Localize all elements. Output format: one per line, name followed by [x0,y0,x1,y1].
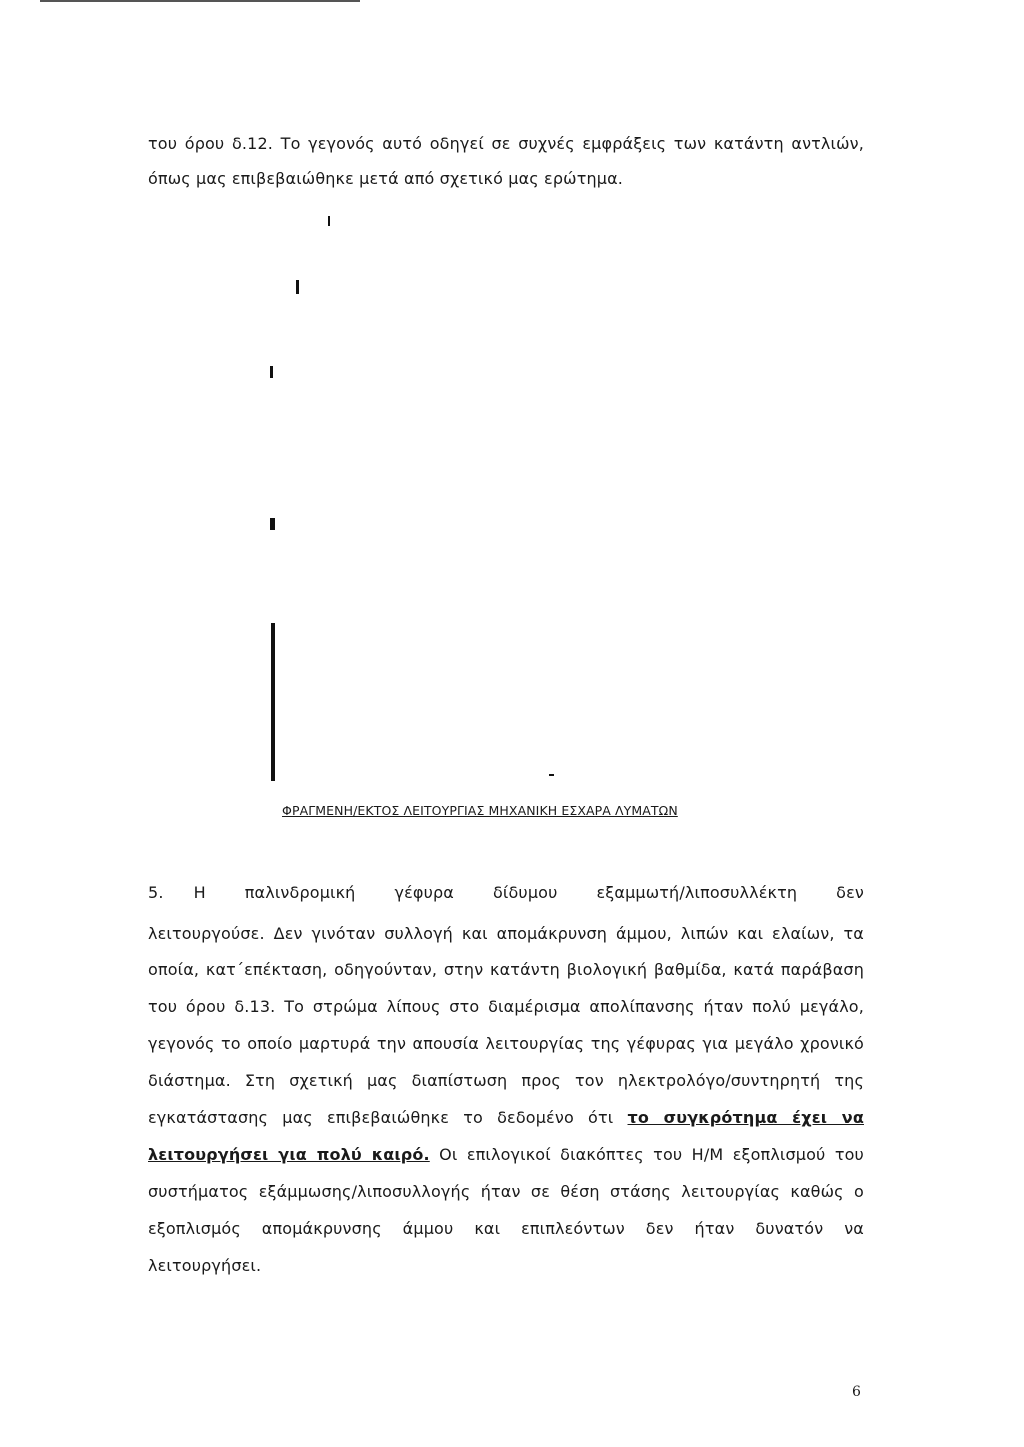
page-number: 6 [852,1384,861,1400]
figure-artifact [328,216,330,226]
figure-artifact [270,366,273,378]
figure-caption: ΦΡΑΓΜΕΝΗ/ΕΚΤΟΣ ΛΕΙΤΟΥΡΓΙΑΣ ΜΗΧΑΝΙΚΗ ΕΣΧΑΡΑ ΛΥΜΑΤΩΝ [282,803,678,818]
item-5-line-10: εξοπλισμός απομάκρυνσης άμμου και επιπλεόντων δεν ήταν δυνατόν να [148,1219,864,1238]
item-5-line-6: διάστημα. Στη σχετική μας διαπίστωση προς τον ηλεκτρολόγο/συντηρητή της [148,1071,864,1090]
item-5-line-8-rest: Οι επιλογικοί διακόπτες του Η/Μ εξοπλισμού του [439,1145,864,1164]
emphasis-text: το συγκρότημα έχει να [627,1108,864,1127]
figure-artifact [296,280,299,294]
figure-edge-bar [271,623,275,781]
item-5-line-3: οποία, κατ΄επέκταση, οδηγούνταν, στην κατάντη βιολογική βαθμίδα, κατά παράβαση [148,960,864,979]
figure-artifact [549,774,554,776]
item-5-line-5: γεγονός το οποίο μαρτυρά την απουσία λειτουργίας της γέφυρας για μεγάλο χρονικό [148,1034,864,1053]
item-5-first-line [148,882,864,904]
item-5-line-9: συστήματος εξάμμωσης/λιποσυλλογής ήταν σε θέση στάσης λειτουργίας καθώς ο [148,1182,864,1201]
item-5-line-1: Η παλινδρομική γέφυρα δίδυμου εξαμμωτή/λιποσυλλέκτη δεν [193,883,864,902]
emphasis-text: λειτουργήσει για πολύ καιρό. [148,1145,430,1164]
item-5-line-8 [148,1144,864,1166]
figure-artifact [270,518,275,530]
item-5-line-2: λειτουργούσε. Δεν γινόταν συλλογή και απομάκρυνση άμμου, λιπών και ελαίων, τα [148,924,864,943]
item-5-line-7 [148,1107,864,1129]
item-5-line-11: λειτουργήσει. [148,1256,262,1275]
continuation-line-1: του όρου δ.12. Το γεγονός αυτό οδηγεί σε συχνές εμφράξεις των κατάντη αντλιών, [148,134,864,153]
item-number: 5. [148,883,164,902]
item-5-line-7-prefix: εγκατάστασης μας επιβεβαιώθηκε το δεδομένο ότι [148,1108,614,1127]
scan-edge-line [40,0,360,2]
item-5-line-4: του όρου δ.13. Το στρώμα λίπους στο διαμέρισμα απολίπανσης ήταν πολύ μεγάλο, [148,997,864,1016]
continuation-line-2: όπως μας επιβεβαιώθηκε μετά από σχετικό μας ερώτημα. [148,169,624,188]
